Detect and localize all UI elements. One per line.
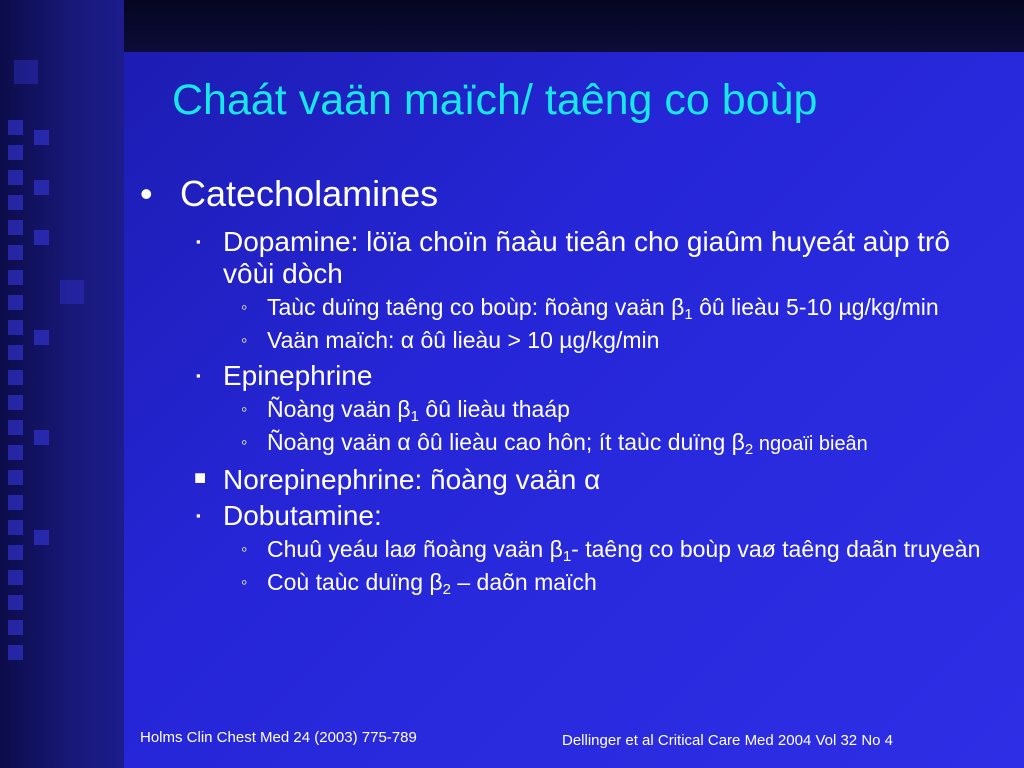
bullet-epinephrine [140,360,1000,392]
circle-bullet-icon: ◦ [241,572,248,592]
subscript: 1 [684,306,693,323]
decor-square [34,230,49,245]
solid-square-bullet-icon: ■ [194,467,207,489]
decor-square [8,145,23,160]
bullet-epi-low-dose [140,396,1000,425]
circle-bullet-icon: ◦ [241,432,248,452]
text: Ñoàng vaän α ôû lieàu cao hôn; ít taùc duïng β [267,429,745,455]
decor-square [8,120,23,135]
text: Ñoàng vaän β [267,396,411,422]
square-bullet-icon: ▪ [196,234,201,249]
dobutamine-text: Dobutamine: [223,500,382,531]
decor-square [8,495,23,510]
decor-square [8,545,23,560]
text: ngoaïi bieân [753,433,868,455]
bullet-dopamine [140,226,1000,290]
decor-square [60,280,84,304]
decor-square [8,395,23,410]
decor-square [34,130,49,145]
text: Taùc duïng taêng co boùp: ñoàng vaän β [267,294,685,320]
subscript: 1 [562,548,572,565]
decor-square [8,345,23,360]
norepinephrine-text: Norepinephrine: ñoàng vaän α [223,464,601,495]
text: Chuû yeáu laø ñoàng vaän β [267,536,563,562]
decor-square [34,180,49,195]
decor-square [34,330,49,345]
text: – daõn maïch [450,569,597,595]
decor-square [8,195,23,210]
bullet-dot-icon: • [140,173,153,214]
subscript: 1 [410,408,420,425]
subscript: 2 [442,581,451,598]
decor-square [8,420,23,435]
decor-square [8,220,23,235]
text: ôû lieàu 5-10 µg/kg/min [692,294,939,320]
circle-bullet-icon: ◦ [241,330,248,350]
bullet-catecholamines [140,172,1000,216]
decor-square [8,470,23,485]
decor-square [34,430,49,445]
bullet-dobutamine [140,500,1000,532]
decor-square [8,445,23,460]
square-bullet-icon: ▪ [196,508,201,523]
bullet-dopamine-vasoconstrict [140,327,1000,353]
decor-square [8,370,23,385]
circle-bullet-icon: ◦ [241,297,248,317]
decor-square [8,595,23,610]
decor-square [8,645,23,660]
decor-square [8,270,23,285]
decor-square [8,295,23,310]
decor-square [8,320,23,335]
text: ôû lieàu thaáp [419,396,570,422]
text: - taêng co boùp vaø taêng daãn truyeàn [571,536,981,562]
slide-title: Chaát vaän maïch/ taêng co boùp [172,76,818,124]
text: Vaän maïch: α ôû lieàu > 10 µg/kg/min [267,327,660,353]
top-decorative-band [124,0,1024,52]
bullet-dob-beta1 [140,536,1000,565]
bullet-epi-high-dose [140,429,1000,457]
dopamine-text: Dopamine: löïa choïn ñaàu tieân cho giaûm huyeát aùp trô vôùi dòch [223,226,950,289]
subscript: 2 [744,441,754,458]
bullet-dob-beta2 [140,569,1000,598]
decor-square [8,245,23,260]
decor-square [8,620,23,635]
bullet-dopamine-inotropic [140,294,1000,323]
decor-square [8,170,23,185]
footer-citation-left: Holms Clin Chest Med 24 (2003) 775-789 [140,729,417,746]
square-bullet-icon: ▪ [196,368,201,383]
decor-square [34,530,49,545]
epinephrine-text: Epinephrine [223,360,373,391]
heading-text: Catecholamines [180,173,439,214]
circle-bullet-icon: ◦ [241,399,248,419]
footer-citation-right: Dellinger et al Critical Care Med 2004 Vol 32 No 4 [562,732,894,749]
decor-square [8,570,23,585]
circle-bullet-icon: ◦ [241,539,248,559]
decor-square [14,60,38,84]
slide-content [140,172,1000,602]
left-decorative-band [0,0,124,768]
decor-square [8,520,23,535]
text: Coù taùc duïng β [267,569,443,595]
bullet-norepinephrine [140,464,1000,496]
